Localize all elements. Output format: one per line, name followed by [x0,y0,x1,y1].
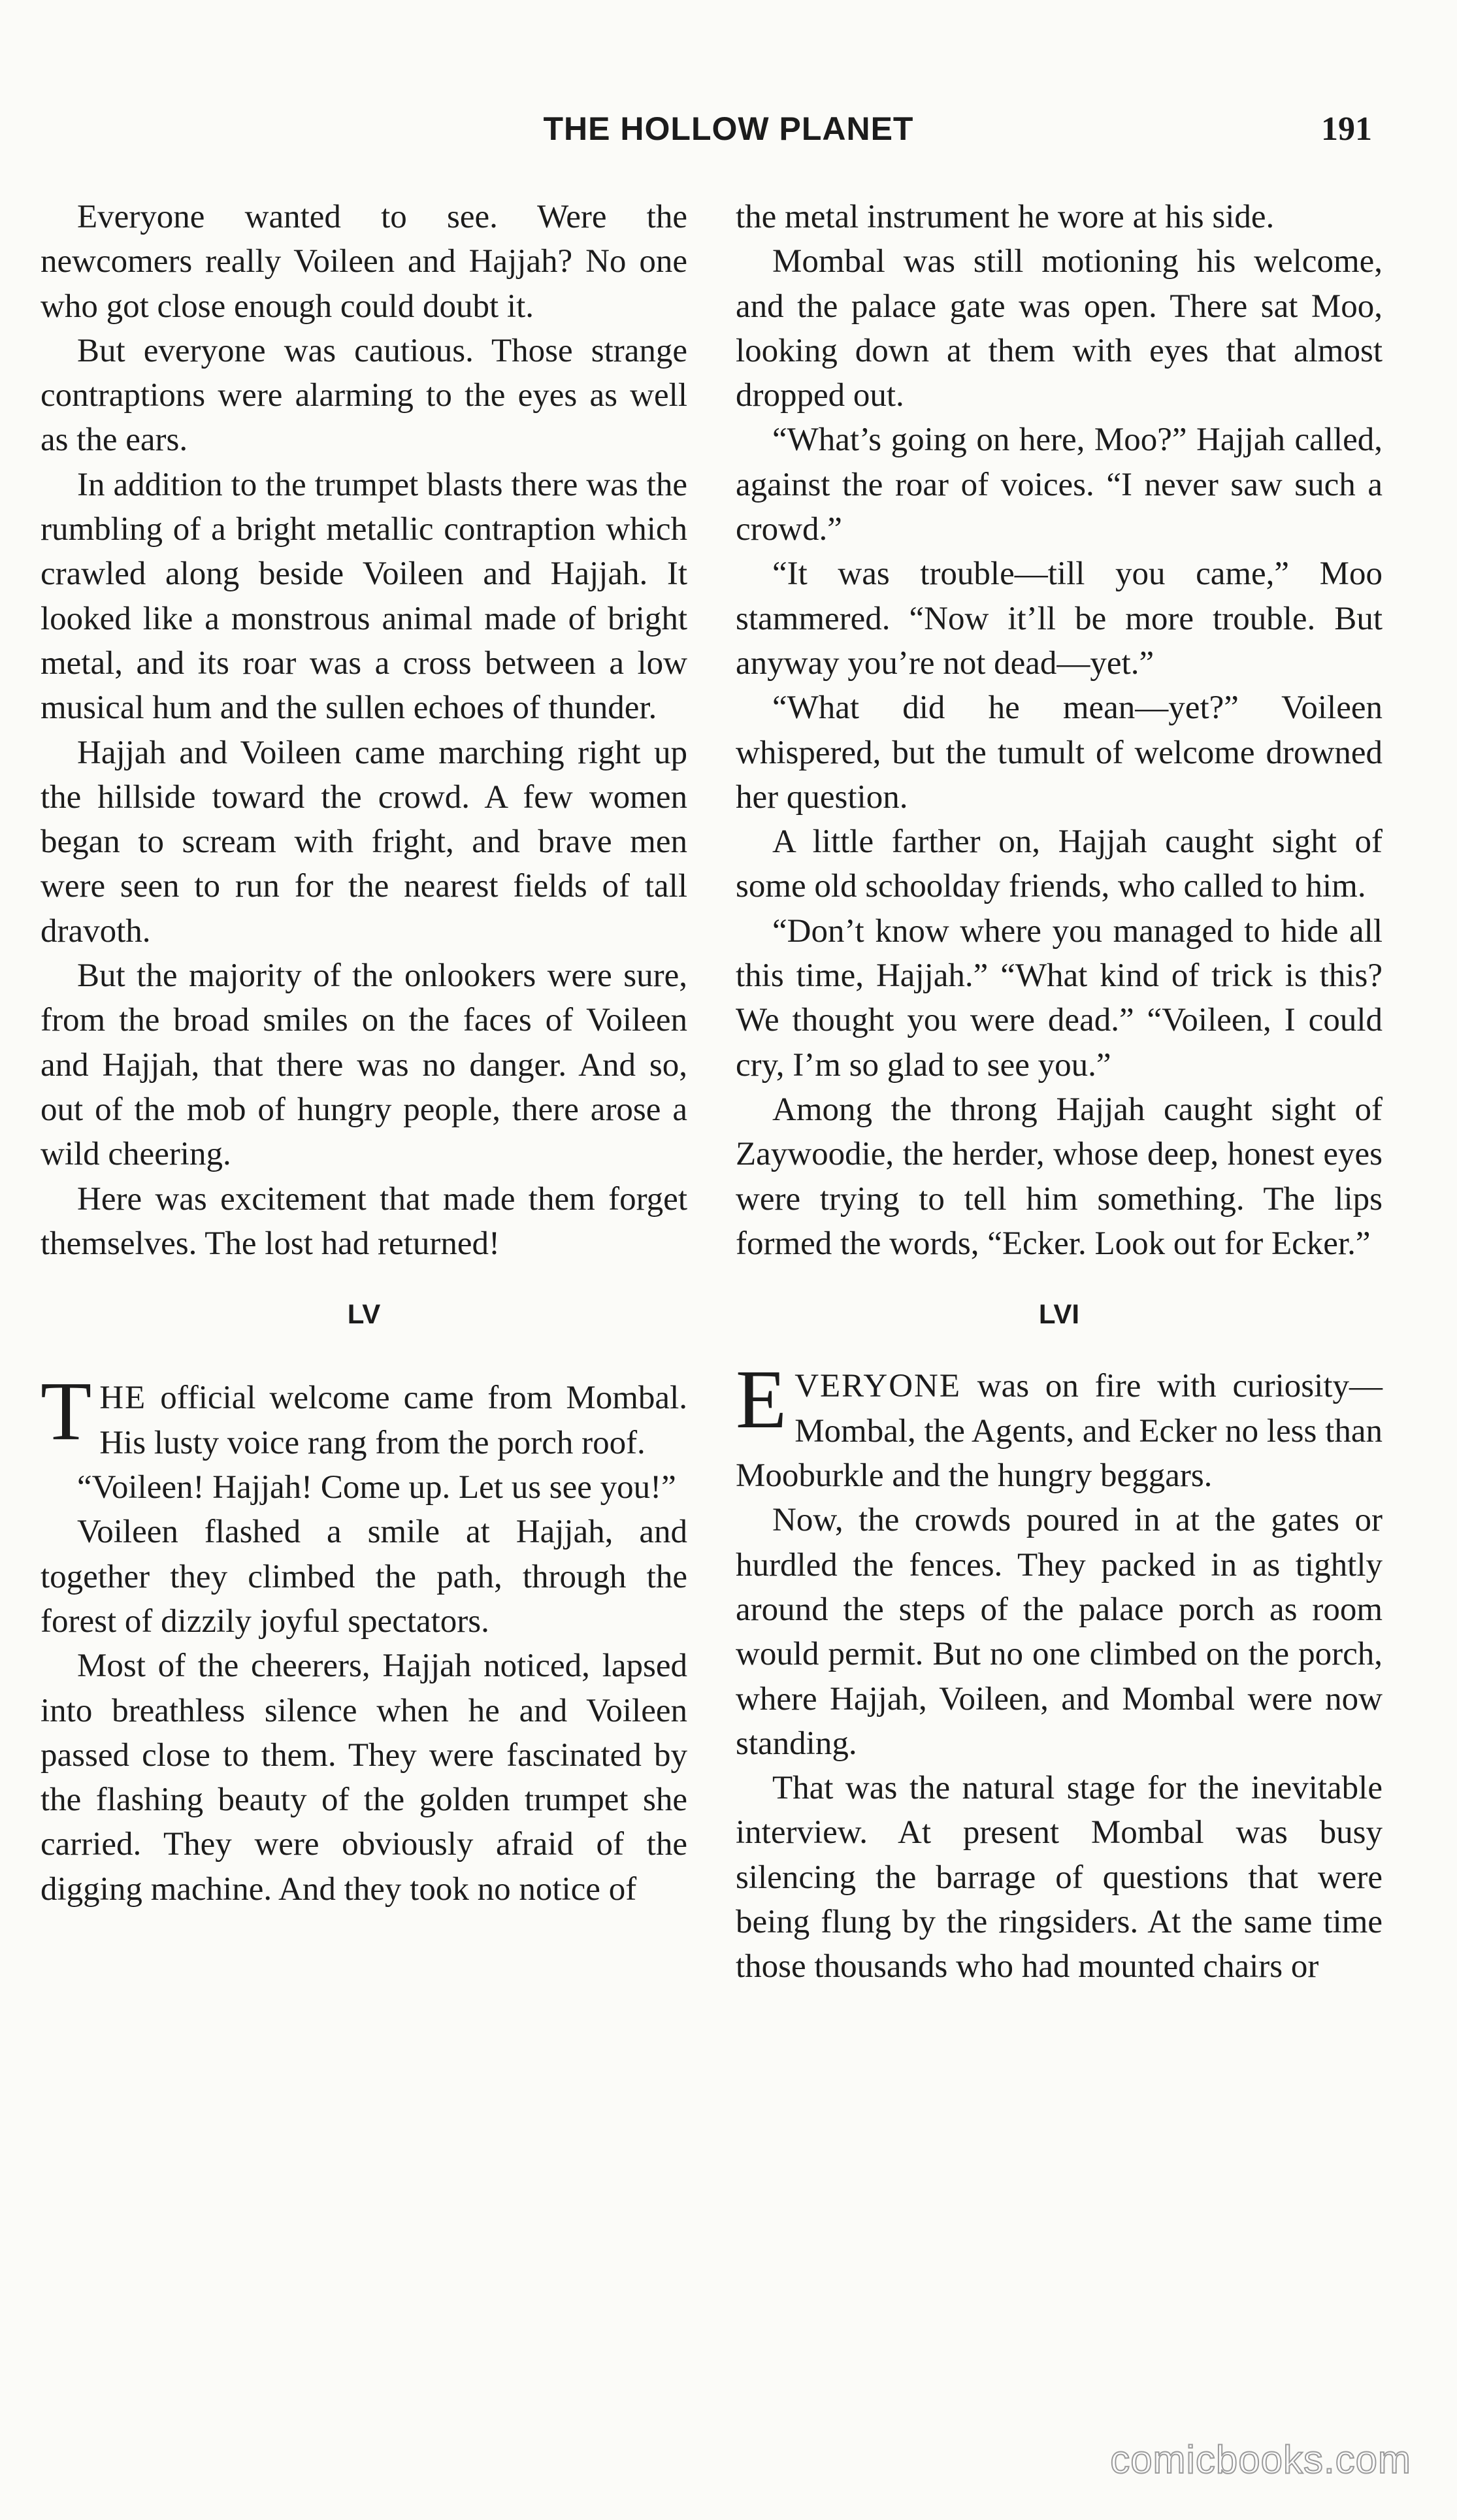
chapter-opening-paragraph [41,1365,687,1465]
drop-cap: T [41,1365,92,1458]
paragraph: Here was excitement that made them forget themselves. The lost had returned! [41,1180,687,1262]
paragraph: Now, the crowds poured in at the gates or hurdled the fences. They packed in as tightly around the steps of the palace porch as room would permit. But no one climbed on the porch, where Hajjah, Voileen, and Mombal were now standing. [736,1502,1383,1762]
opening-small-caps: VERYONE [794,1368,962,1405]
paragraph: Everyone wanted to see. Were the newcomers really Voileen and Hajjah? No one who got close enough could doubt it. [41,199,687,325]
paragraph: But the majority of the onlookers were sure, from the broad smiles on the faces of Voileen and Hajjah, that there was no danger. And so, out of the mob of hungry people, there arose a wild cheering. [41,957,687,1173]
paragraph: But everyone was cautious. Those strange contraptions were alarming to the eyes as well as the ears. [41,332,687,459]
chapter-heading-lv: LV [347,1299,381,1330]
paragraph: “Don’t know where you managed to hide all this time, Hajjah.” “What kind of trick is this? We thought you were dead.” “Voileen, I could cry, I’m so glad to see you.” [736,912,1383,1084]
chapter-opening-paragraph [736,1353,1383,1498]
left-column [41,195,687,1912]
paragraph: Voileen flashed a smile at Hajjah, and together they climbed the path, through the forest of dizzily joyful spectators. [41,1514,687,1640]
drop-cap: E [736,1353,787,1446]
right-column [736,195,1383,1989]
paragraph: A little farther on, Hajjah caught sight of some old schoolday friends, who called to him. [736,823,1383,905]
opening-text: was on fire with curiosity—Mombal, the Agents, and Ecker no less than Mooburkle and the hungry beggars. [736,1368,1383,1495]
paragraph: In addition to the trumpet blasts there was the rumbling of a bright metallic contraption which crawled along beside Voileen and Hajjah. It looked like a monstrous animal made of bright metal, and its roar was a cross between a low musical hum and the sullen echoes of thunder. [41,466,687,727]
continued-paragraph: the metal instrument he wore at his side. [736,199,1275,235]
page-number: 191 [1321,110,1372,148]
running-title: THE HOLLOW PLANET [543,110,914,147]
paragraph: “What’s going on here, Moo?” Hajjah called, against the roar of voices. “I never saw such a crowd.” [736,422,1383,548]
paragraph: That was the natural stage for the inevitable interview. At present Mombal was busy silencing the barrage of questions that were being flung by the ringsiders. At the same time those thousands who had mounted chairs or [736,1770,1383,1985]
watermark: comicbooks.com [1110,2438,1411,2481]
paragraph: Mombal was still motioning his welcome, and the palace gate was open. There sat Moo, looking down at them with eyes that almost dropped out. [736,243,1383,414]
paragraph: Among the throng Hajjah caught sight of Zaywoodie, the herder, whose deep, honest eyes were trying to tell him something. The lips formed the words, “Ecker. Look out for Ecker.” [736,1091,1383,1262]
opening-small-caps: HE [99,1380,147,1417]
paragraph: Most of the cheerers, Hajjah noticed, lapsed into breathless silence when he and Voileen passed close to them. They were fascinated by the flashing beauty of the golden trumpet she carried. They were obviously afraid of the digging machine. And they took no notice of [41,1648,687,1908]
paragraph: “It was trouble—till you came,” Moo stammered. “Now it’ll be more trouble. But anyway you’re not dead—yet.” [736,555,1383,682]
paragraph: “What did he mean—yet?” Voileen whispered, but the tumult of welcome drowned her question. [736,689,1383,816]
opening-text: official welcome came from Mombal. His lusty voice rang from the porch roof. [99,1380,687,1461]
chapter-heading-lvi: LVI [1038,1299,1080,1330]
paragraph: “Voileen! Hajjah! Come up. Let us see you!” [77,1469,676,1506]
paragraph: Hajjah and Voileen came marching right up the hillside toward the crowd. A few women began to scream with fright, and brave men were seen to run for the nearest fields of tall dravoth. [41,734,687,950]
